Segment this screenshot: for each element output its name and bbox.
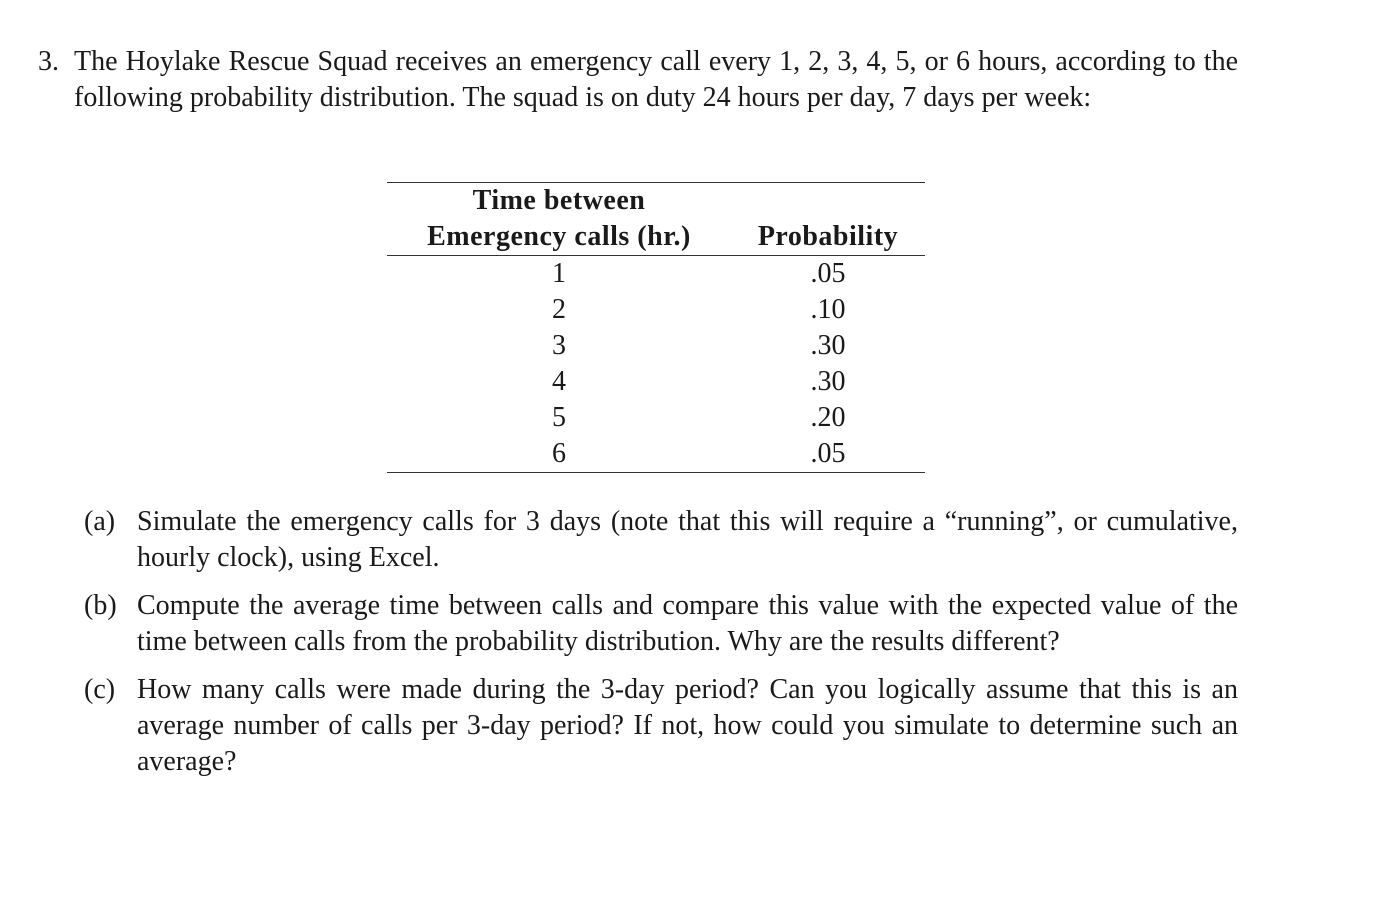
part-b — [84, 588, 1238, 660]
table-row — [387, 292, 925, 328]
time-cell: 5 — [552, 402, 566, 433]
header-probability: Probability — [731, 219, 925, 256]
prob-cell: .05 — [731, 436, 925, 473]
prob-cell: .05 — [810, 258, 846, 289]
problem-stem: The Hoylake Rescue Squad receives an emergency call every 1, 2, 3, 4, 5, or 6 hours, according to the following probability distribution. The squad is on duty 24 hours per day, 7 days per week: — [74, 46, 1238, 113]
time-cell: 4 — [552, 366, 566, 397]
part-text: Compute the average time between calls and compare this value with the expected value of the time between calls from the probability distribution. Why are the results different? — [137, 590, 1238, 657]
time-cell: 2 — [552, 294, 566, 325]
prob-cell: .20 — [810, 402, 846, 433]
header-time-between: Time between — [387, 183, 731, 220]
time-cell: 1 — [552, 258, 566, 289]
part-a — [84, 504, 1238, 576]
table-row — [387, 364, 925, 400]
table-row — [387, 400, 925, 436]
prob-cell: .10 — [810, 294, 846, 325]
part-label: (b) — [84, 590, 117, 621]
part-text: Simulate the emergency calls for 3 days (note that this will require a “running”, or cumulative, hourly clock), using Excel. — [137, 506, 1238, 573]
part-label: (c) — [84, 674, 116, 705]
problem-number: 3. — [38, 46, 59, 77]
time-cell: 6 — [387, 436, 731, 473]
part-c — [84, 672, 1238, 780]
header-emergency-calls: Emergency calls (hr.) — [387, 219, 731, 256]
sub-questions — [84, 504, 1238, 792]
table-row — [387, 256, 925, 293]
part-text: How many calls were made during the 3-day period? Can you logically assume that this is an average number of calls per 3-day period? If not, how could you simulate to determine such an average? — [137, 674, 1238, 777]
table-row — [387, 436, 925, 473]
table-row — [387, 328, 925, 364]
prob-cell: .30 — [810, 366, 846, 397]
part-label: (a) — [84, 506, 116, 537]
problem-statement — [38, 44, 1238, 116]
prob-cell: .30 — [810, 330, 846, 361]
probability-table — [387, 182, 925, 473]
header-empty — [731, 183, 925, 220]
time-cell: 3 — [552, 330, 566, 361]
